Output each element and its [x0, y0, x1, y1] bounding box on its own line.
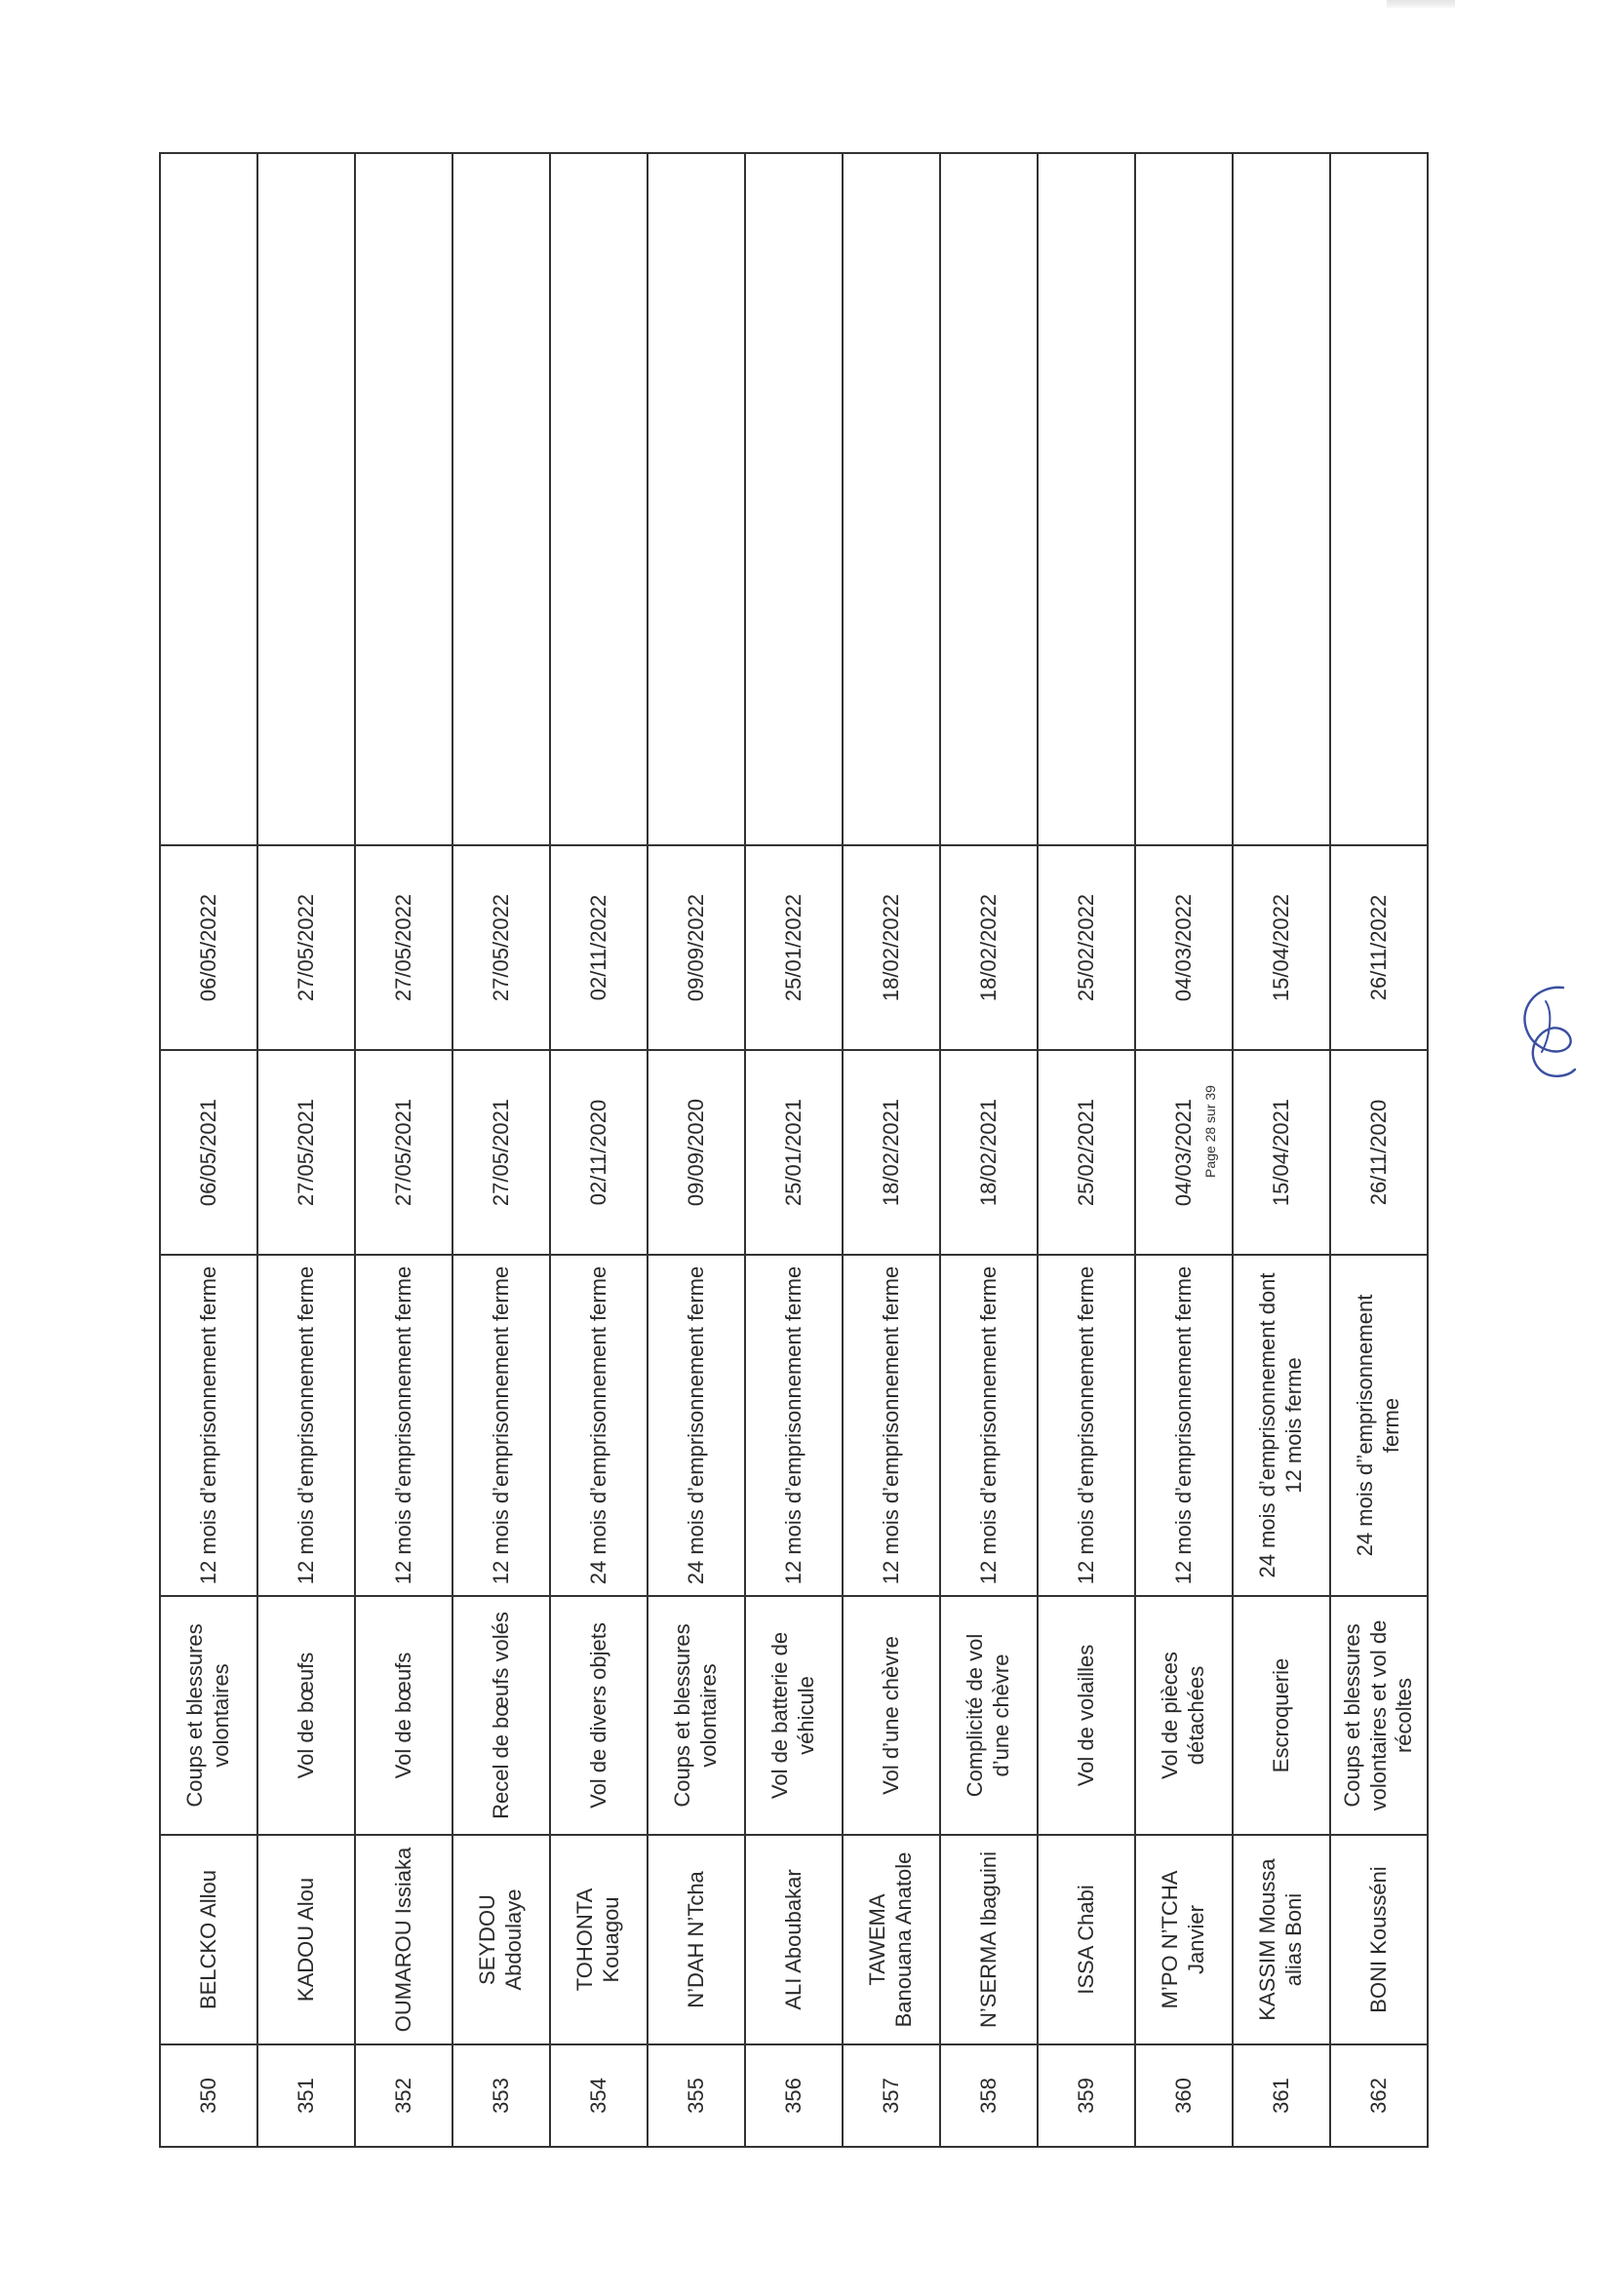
cell-number: 354 [550, 2044, 648, 2147]
cell-number: 356 [745, 2044, 843, 2147]
cell-date-end: 15/04/2022 [1233, 845, 1330, 1050]
cell-sentence: 24 mois d’emprisonnement ferme [550, 1255, 648, 1596]
table-row [940, 153, 1038, 2147]
cell-date-end: 27/05/2022 [257, 845, 355, 1050]
table-body [160, 153, 1428, 2147]
cell-date-end: 06/05/2022 [160, 845, 257, 1050]
cell-sentence: 12 mois d’emprisonnement ferme [1038, 1255, 1135, 1596]
cell-number: 360 [1135, 2044, 1233, 2147]
cell-date-start: 18/02/2021 [940, 1050, 1038, 1255]
cell-number: 353 [452, 2044, 550, 2147]
cell-name: N’SERMA Ibaguini [940, 1835, 1038, 2044]
cell-name: KASSIM Moussa alias Boni [1233, 1835, 1330, 2044]
table-row [1330, 153, 1428, 2147]
cell-offense: Vol de bœufs [257, 1596, 355, 1835]
cell-date-start: 15/04/2021 [1233, 1050, 1330, 1255]
cell-date-end: 27/05/2022 [355, 845, 452, 1050]
table-row [843, 153, 940, 2147]
cell-number: 355 [648, 2044, 745, 2147]
cell-notes [1233, 153, 1330, 845]
scan-edge-artifact [1387, 0, 1455, 8]
cell-date-start: 09/09/2020 [648, 1050, 745, 1255]
cell-date-start: 18/02/2021 [843, 1050, 940, 1255]
cell-name: N’DAH N’Tcha [648, 1835, 745, 2044]
cell-sentence: 24 mois d’emprisonnement dont 12 mois ferme [1233, 1255, 1330, 1596]
cell-date-start: 25/01/2021 [745, 1050, 843, 1255]
cell-notes [160, 153, 257, 845]
cell-sentence: 12 mois d’emprisonnement ferme [160, 1255, 257, 1596]
cell-offense: Coups et blessures volontaires et vol de récoltes [1330, 1596, 1428, 1835]
rotated-table-container [159, 154, 1427, 2148]
table-row [1233, 153, 1330, 2147]
cell-sentence: 24 mois d’’emprisonnement ferme [1330, 1255, 1428, 1596]
cell-offense: Vol de batterie de véhicule [745, 1596, 843, 1835]
cell-number: 350 [160, 2044, 257, 2147]
cell-sentence: 12 mois d’emprisonnement ferme [843, 1255, 940, 1596]
cell-offense: Recel de bœufs volés [452, 1596, 550, 1835]
cell-sentence: 12 mois d’emprisonnement ferme [355, 1255, 452, 1596]
cell-name: KADOU Alou [257, 1835, 355, 2044]
cell-number: 358 [940, 2044, 1038, 2147]
table-row [355, 153, 452, 2147]
cell-date-start: 27/05/2021 [257, 1050, 355, 1255]
cell-date-start: 25/02/2021 [1038, 1050, 1135, 1255]
cell-number: 361 [1233, 2044, 1330, 2147]
cell-sentence: 12 mois d’emprisonnement ferme [745, 1255, 843, 1596]
cell-number: 359 [1038, 2044, 1135, 2147]
cell-name: M’PO N’TCHA Janvier [1135, 1835, 1233, 2044]
cell-notes [745, 153, 843, 845]
cell-offense: Complicité de vol d’une chèvre [940, 1596, 1038, 1835]
cell-notes [1135, 153, 1233, 845]
cell-date-end: 25/01/2022 [745, 845, 843, 1050]
cell-notes [1038, 153, 1135, 845]
table-row [1135, 153, 1233, 2147]
cell-offense: Vol de volailles [1038, 1596, 1135, 1835]
cell-number: 352 [355, 2044, 452, 2147]
cell-name: BELCKO Allou [160, 1835, 257, 2044]
cell-name: TAWEMA Banouana Anatole [843, 1835, 940, 2044]
cell-name: OUMAROU Issiaka [355, 1835, 452, 2044]
cell-name: SEYDOU Abdoulaye [452, 1835, 550, 2044]
cell-notes [843, 153, 940, 845]
cell-name: BONI Kousséni [1330, 1835, 1428, 2044]
cell-offense: Vol de pièces détachées [1135, 1596, 1233, 1835]
cell-name: ALI Aboubakar [745, 1835, 843, 2044]
cell-date-start: 04/03/2021 [1135, 1050, 1233, 1255]
cell-notes [452, 153, 550, 845]
cell-date-end: 04/03/2022 [1135, 845, 1233, 1050]
cell-offense: Vol d’une chèvre [843, 1596, 940, 1835]
table-row [452, 153, 550, 2147]
cell-notes [648, 153, 745, 845]
table-row [1038, 153, 1135, 2147]
cell-date-end: 18/02/2022 [843, 845, 940, 1050]
cell-offense: Escroquerie [1233, 1596, 1330, 1835]
cell-notes [257, 153, 355, 845]
cell-date-start: 02/11/2020 [550, 1050, 648, 1255]
cell-number: 357 [843, 2044, 940, 2147]
cell-offense: Coups et blessures volontaires [160, 1596, 257, 1835]
cell-sentence: 12 mois d’emprisonnement ferme [452, 1255, 550, 1596]
cell-date-start: 26/11/2020 [1330, 1050, 1428, 1255]
cell-date-end: 25/02/2022 [1038, 845, 1135, 1050]
cell-sentence: 12 mois d’emprisonnement ferme [940, 1255, 1038, 1596]
table-row [257, 153, 355, 2147]
cell-notes [550, 153, 648, 845]
cell-sentence: 12 mois d’emprisonnement ferme [257, 1255, 355, 1596]
cell-date-start: 06/05/2021 [160, 1050, 257, 1255]
cell-notes [355, 153, 452, 845]
table-row [648, 153, 745, 2147]
table-row [160, 153, 257, 2147]
cell-date-end: 09/09/2022 [648, 845, 745, 1050]
cell-offense: Vol de bœufs [355, 1596, 452, 1835]
cell-date-end: 27/05/2022 [452, 845, 550, 1050]
cell-notes [940, 153, 1038, 845]
cell-name: ISSA Chabi [1038, 1835, 1135, 2044]
cell-name: TOHONTA Kouagou [550, 1835, 648, 2044]
cell-date-end: 02/11/2022 [550, 845, 648, 1050]
cell-date-end: 26/11/2022 [1330, 845, 1428, 1050]
cell-date-start: 27/05/2021 [355, 1050, 452, 1255]
page-number: Page 28 sur 39 [1202, 1085, 1218, 1178]
table-row [550, 153, 648, 2147]
cell-date-start: 27/05/2021 [452, 1050, 550, 1255]
cell-number: 351 [257, 2044, 355, 2147]
cell-number: 362 [1330, 2044, 1428, 2147]
table-row [745, 153, 843, 2147]
detainee-table [159, 152, 1429, 2148]
cell-date-end: 18/02/2022 [940, 845, 1038, 1050]
cell-notes [1330, 153, 1428, 845]
handwritten-signature-icon [1507, 980, 1585, 1087]
cell-offense: Vol de divers objets [550, 1596, 648, 1835]
cell-sentence: 24 mois d’emprisonnement ferme [648, 1255, 745, 1596]
cell-offense: Coups et blessures volontaires [648, 1596, 745, 1835]
cell-sentence: 12 mois d’emprisonnement ferme [1135, 1255, 1233, 1596]
